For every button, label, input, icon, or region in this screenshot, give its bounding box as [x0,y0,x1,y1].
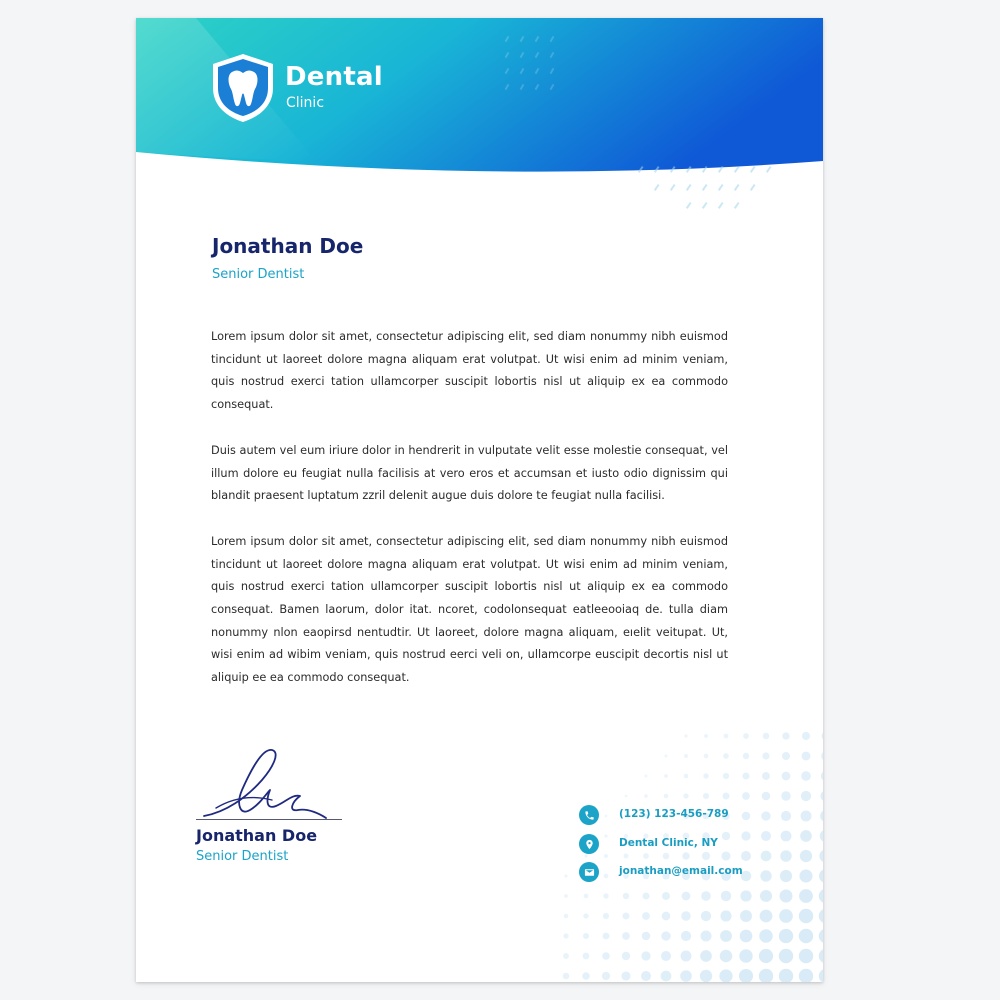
contact-phone-text: (123) 123-456-789 [619,808,729,820]
body-paragraph: Duis autem vel eum iriure dolor in hendrerit in vulputate velit esse molestie consequat, vel illum dolore eu feugiat nulla facilisis at vero eros et accumsan et iusto odio dignissim qui blandit praesent luptatum zzril delenit augue duis dolore te feugiat nulla facilisi. [211,443,728,503]
contact-email [579,862,819,882]
body-paragraph: Lorem ipsum dolor sit amet, consectetur adipiscing elit, sed diam nonummy nibh euismod tincidunt ut laoreet dolore magna aliquam erat volutpat. Ut wisi enim ad minim veniam, quis nostrud exerci tation ullamcorper suscipit lobortis nisl ut aliquip ex ea commodo consequat. Bamen laorum, dolor itat. ncoret, codolonsequat eatleeooiaq de. tulla diam nonummy nlon eaopirsd nentudtir. Ut laoreet, dolore magna aliquam, eıelit veitupat. Ut, wisi enim ad wibim veniam, quis nostrud eerci veli on, ullamcorpe euscipit decortis nisl ut aliquip ee ea commodo consequat. [211,534,728,685]
letterhead-page [136,18,823,982]
contact-email-text: jonathan@email.com [619,865,743,877]
signature-line [196,819,342,820]
email-icon [579,862,599,882]
tooth-shield-icon [210,52,276,124]
decorative-halftone-dots [556,728,823,982]
contact-location-text: Dental Clinic, NY [619,837,718,849]
signature-name: Jonathan Doe [196,826,318,845]
phone-icon [579,805,599,825]
signature-title: Senior Dentist [196,849,289,864]
contact-location [579,834,819,854]
sender-title: Senior Dentist [212,267,305,282]
sender-name: Jonathan Doe [212,234,364,258]
contact-phone [579,805,819,825]
logo-subtitle: Clinic [286,95,325,111]
handwritten-signature [196,746,346,824]
letter-body [211,326,728,713]
clinic-logo [210,52,410,124]
location-pin-icon [579,834,599,854]
body-paragraph: Lorem ipsum dolor sit amet, consectetur adipiscing elit, sed diam nonummy nibh euismod tincidunt ut laoreet dolore magna aliquam erat volutpat. Ut wisi enim ad minim veniam, quis nostrud exerci tation ullamcorper suscipit lobortis nisl ut aliquip ex ea commodo consequat. [211,330,728,412]
decorative-dash-pattern [636,158,816,218]
logo-title: Dental [285,62,383,92]
